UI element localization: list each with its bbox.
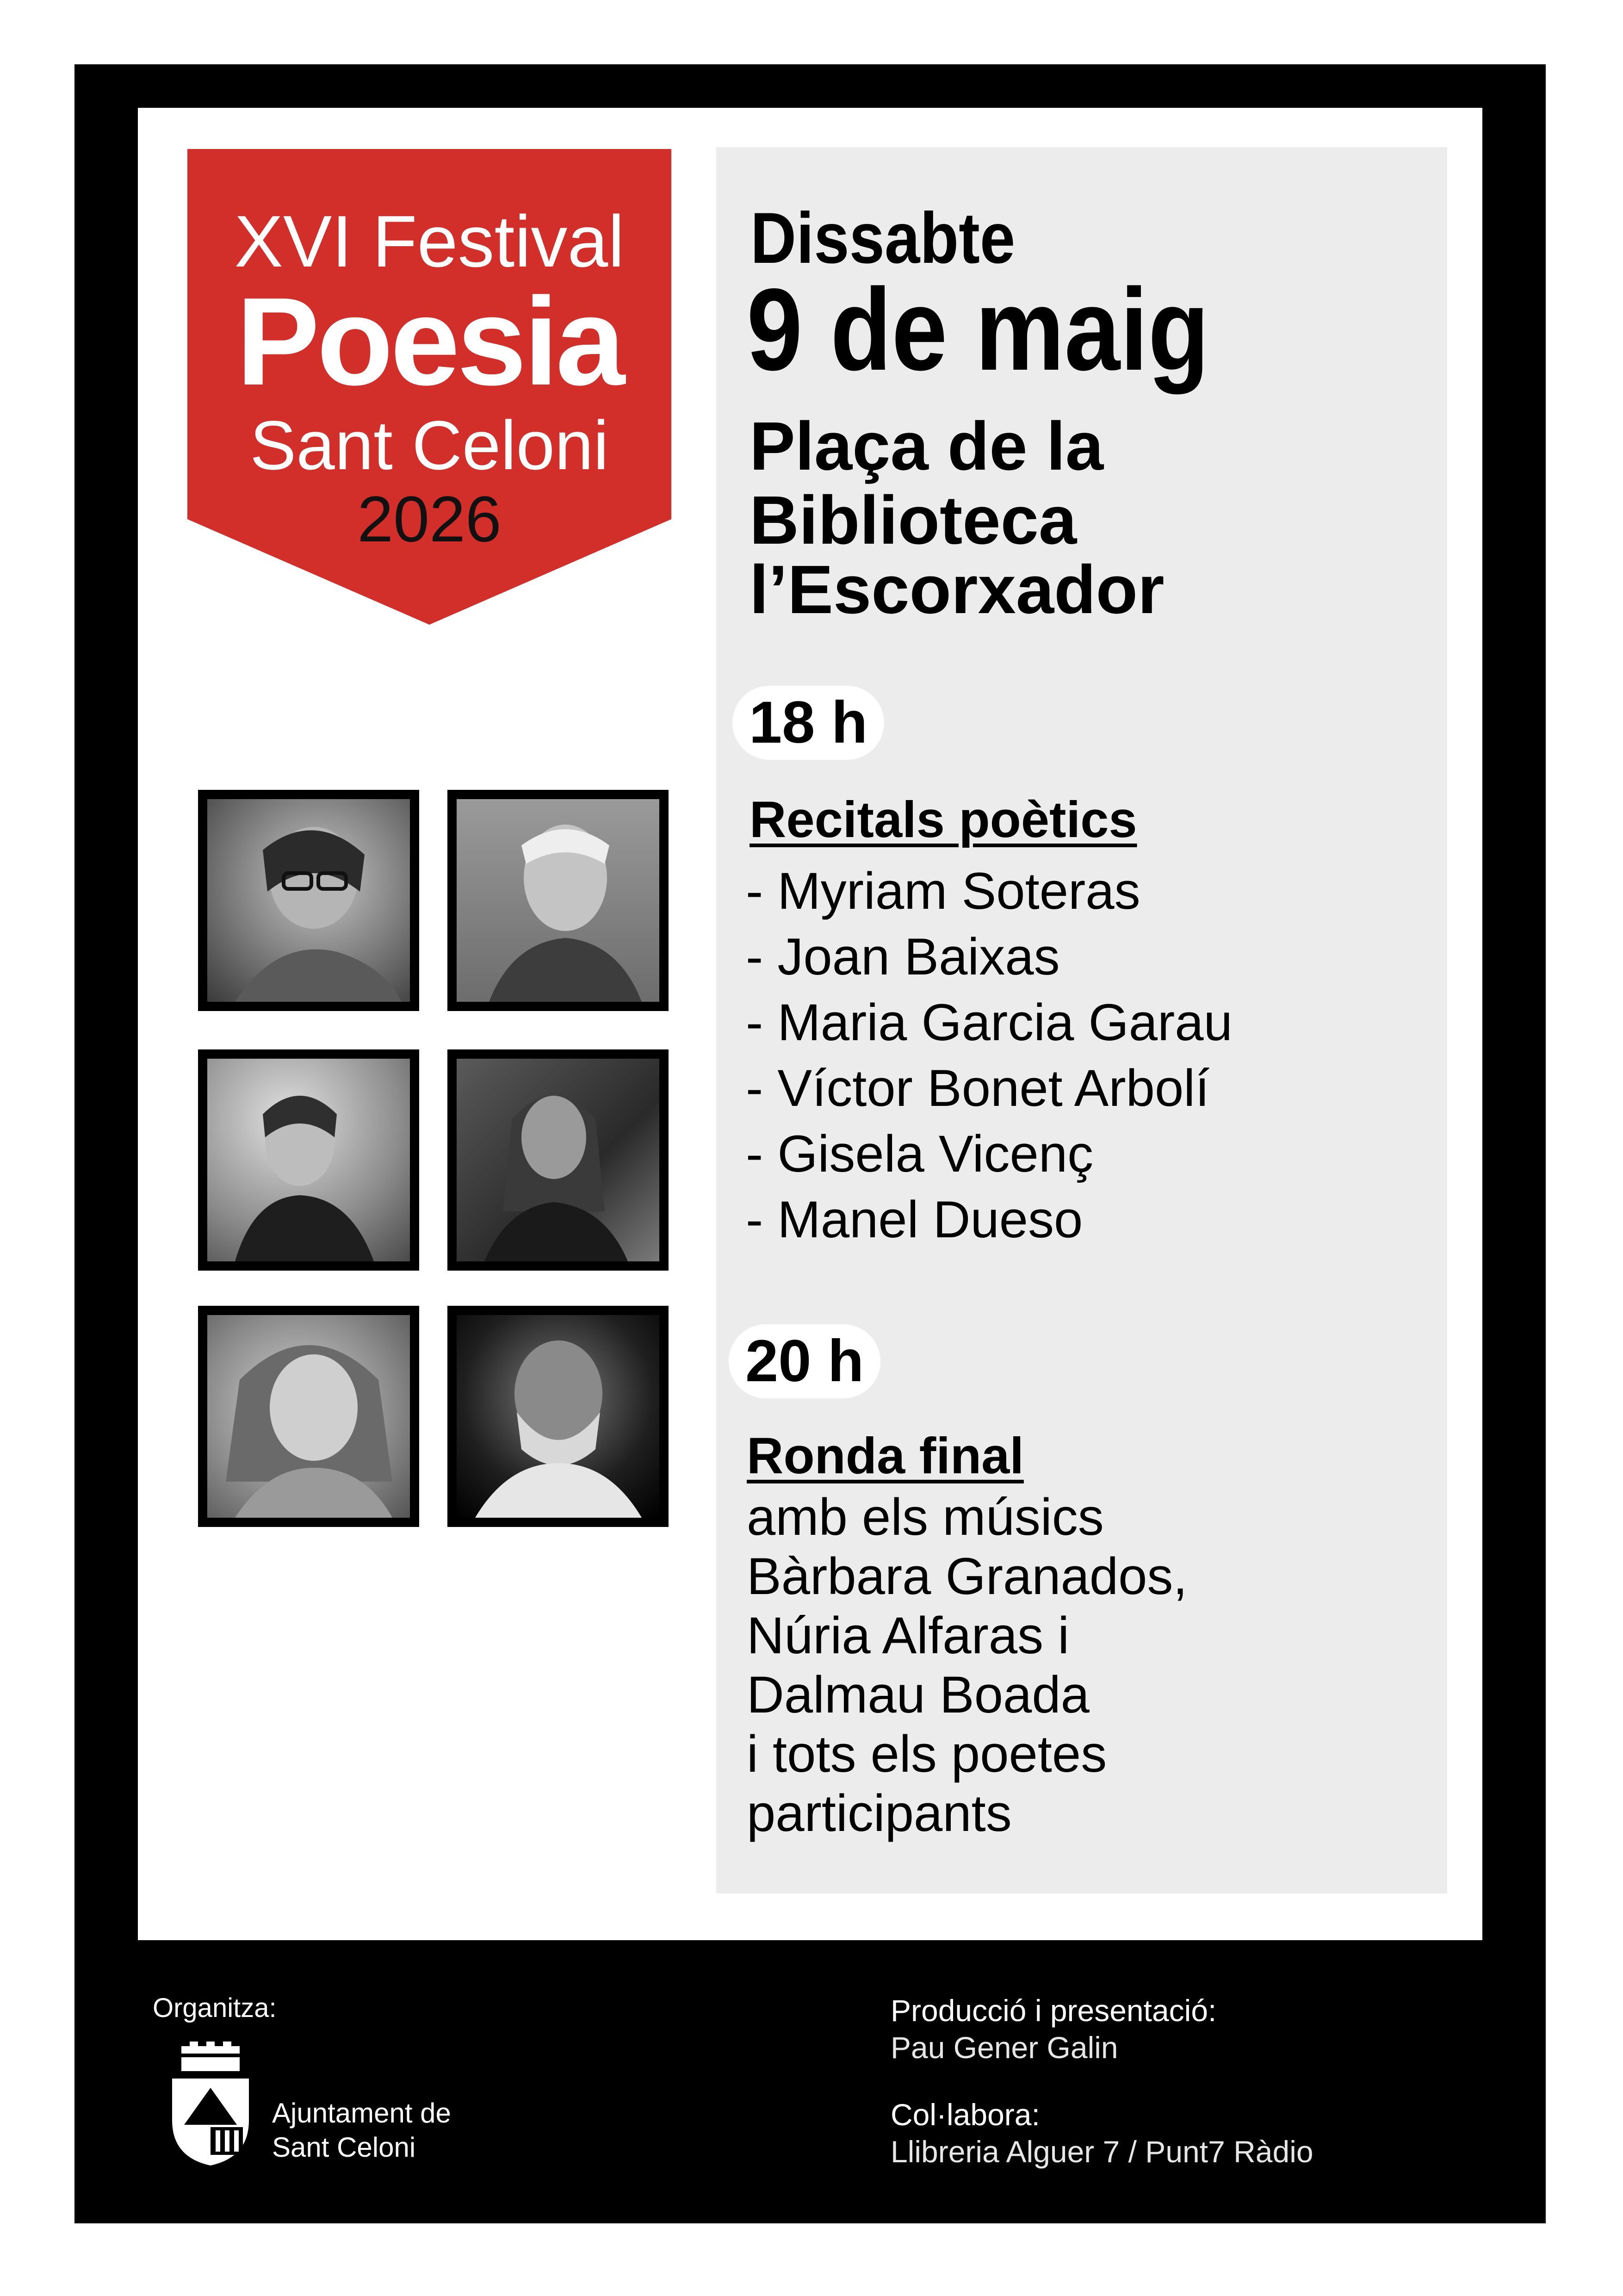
venue-line-1: Plaça de la (750, 408, 1104, 484)
list-item: - Víctor Bonet Arbolí (746, 1059, 1210, 1117)
ronda-line: i tots els poetes (747, 1725, 1107, 1783)
venue-line-3: l’Escorxador (750, 552, 1165, 628)
ronda-line: amb els músics (747, 1488, 1104, 1546)
festival-edition: XVI Festival (234, 201, 625, 282)
poet-photo (198, 1049, 419, 1271)
poets-list (746, 858, 1233, 1253)
list-item: - Gisela Vicenç (746, 1125, 1094, 1183)
festival-name: Poesia (236, 272, 623, 411)
list-item: - Myriam Soteras (746, 862, 1140, 920)
poet-photo (447, 790, 669, 1011)
poet-photo (447, 1049, 669, 1271)
production-label: Producció i presentació: (891, 1993, 1217, 2028)
time-badge-20h: 20 h (729, 1324, 880, 1398)
collab-value: Llibreria Alguer 7 / Punt7 Ràdio (891, 2135, 1313, 2169)
organizer-name: Ajuntament de Sant Celoni (272, 2097, 451, 2163)
ronda-line: Bàrbara Granados, (747, 1547, 1188, 1605)
poet-photo (198, 1306, 419, 1527)
time-badge-18h: 18 h (732, 686, 884, 760)
ronda-heading: Ronda final (747, 1427, 1024, 1484)
event-date: 9 de maig (747, 265, 1209, 395)
festival-banner (187, 149, 671, 625)
production-value: Pau Gener Galin (891, 2030, 1118, 2065)
list-item: - Maria Garcia Garau (746, 993, 1233, 1051)
ronda-line: participants (747, 1784, 1012, 1842)
recitals-heading: Recitals poètics (750, 791, 1137, 848)
list-item: - Manel Dueso (746, 1191, 1083, 1248)
collab-label: Col·labora: (891, 2097, 1040, 2132)
poet-photo (198, 790, 419, 1011)
festival-year: 2026 (357, 483, 502, 555)
ronda-details (747, 1488, 1188, 1843)
organizer-label: Organitza: (153, 1993, 277, 2023)
festival-town: Sant Celoni (250, 406, 609, 484)
list-item: - Joan Baixas (746, 928, 1060, 986)
venue-line-2: Biblioteca (750, 482, 1077, 558)
town-crest-icon (167, 2042, 254, 2166)
event-day: Dissabte (750, 198, 1016, 279)
poet-photo (447, 1306, 669, 1527)
ronda-line: Núria Alfaras i (747, 1607, 1070, 1664)
ronda-line: Dalmau Boada (747, 1666, 1090, 1724)
